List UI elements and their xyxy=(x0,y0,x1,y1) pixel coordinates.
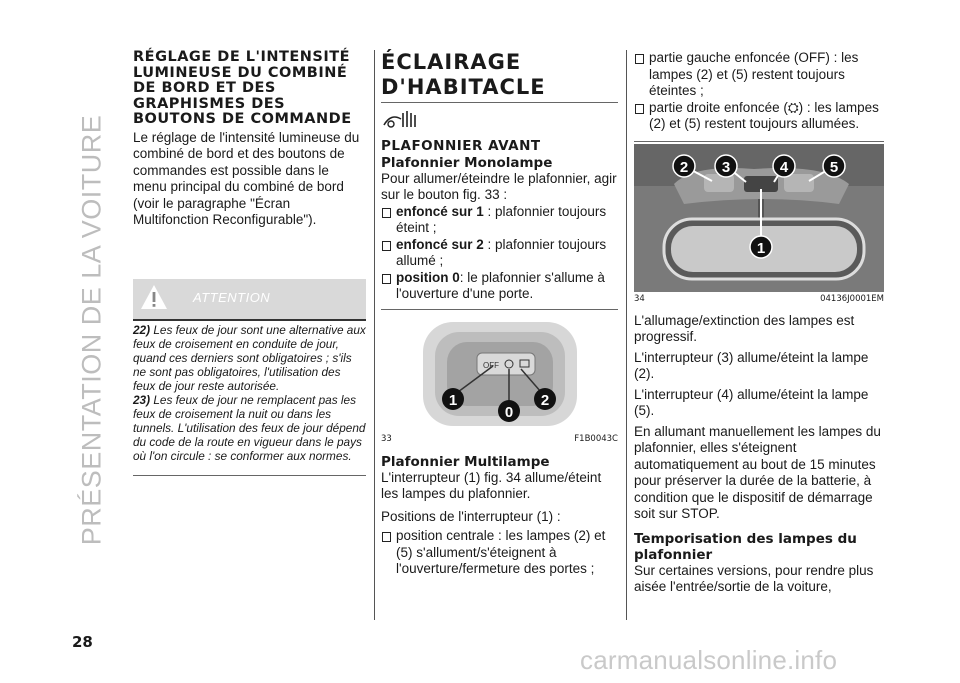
bullet-1-text: : plafonnier toujours éteint ; xyxy=(396,203,607,235)
single-lamp-subtitle: Plafonnier Monolampe xyxy=(381,154,553,171)
callout-5: 5 xyxy=(829,158,839,176)
switch-4-paragraph: L'interrupteur (4) allume/éteint la lampe (5). xyxy=(634,386,869,418)
interior-light-icon xyxy=(381,109,421,131)
bullet-box-icon xyxy=(635,54,644,64)
column-divider xyxy=(626,50,627,620)
off-label: OFF xyxy=(483,360,499,370)
delay-paragraph: Sur certaines versions, pour rendre plus aisée l'entrée/sortie de la voiture, xyxy=(634,562,874,594)
callout-1: 1 xyxy=(756,239,766,257)
switch-3-paragraph: L'interrupteur (3) allume/éteint la lampe (2). xyxy=(634,349,869,381)
warning-rule xyxy=(133,319,366,321)
note-23 xyxy=(133,393,366,463)
note-23-number: 23) xyxy=(133,393,151,407)
callout-2: 2 xyxy=(540,391,550,409)
progressive-paragraph: L'allumage/extinction des lampes est progressif. xyxy=(634,312,855,344)
bullet-2-bold: enfoncé sur 2 xyxy=(396,236,484,252)
warning-icon xyxy=(139,283,169,311)
figure-34-illustration xyxy=(634,144,884,292)
heading-rule xyxy=(381,102,618,103)
bullet-right-pressed xyxy=(634,100,884,133)
auto-off-paragraph: En allumant manuellement les lampes du plafonnier, elles s'éteignent automatiquement au bout de 15 minutes pour préserver la durée de la batterie, à condition que le dispositif de démarrage soit sur STOP. xyxy=(634,423,881,521)
section-heading-brightness: RÉGLAGE DE L'INTENSITÉ LUMINEUSE DU COMBINÉ DE BORD ET DES GRAPHISMES DES BOUTONS DE COMMANDE xyxy=(133,49,352,127)
bullet-position-2 xyxy=(381,237,618,270)
front-ceiling-title: PLAFONNIER AVANT xyxy=(381,138,541,154)
bullet-3-text: : le plafonnier s'allume à l'ouverture d'une porte. xyxy=(396,269,605,301)
side-title-text: PRÉSENTATION DE LA VOITURE xyxy=(76,114,107,546)
right-column xyxy=(634,50,884,596)
bullet-left-pressed xyxy=(634,50,884,100)
note-23-text: Les feux de jour ne remplacent pas les feux de croisement la nuit ou dans les tunnels. L'utilisation des feux de jour dépend du code de la route en vigueur dans le pays où l'on circule : se conformer aux normes. xyxy=(133,393,366,463)
bullet-central-text: position centrale : les lampes (2) et (5) s'allument/s'éteignent à l'ouverture/fermeture des portes ; xyxy=(396,528,606,576)
bullet-right-text: partie droite enfoncée (⛭) : les lampes (2) et (5) restent toujours allumées. xyxy=(649,99,879,131)
figure-34-number: 34 xyxy=(634,293,645,304)
multi-lamp-subtitle: Plafonnier Multilampe xyxy=(381,453,550,470)
note-22-text: Les feux de jour sont une alternative aux feux de croisement en conduite de jour, quand ces derniers sont obligatoires ; s'ils ne sont pas obligatoires, l'utilisation des feux de jour reste autorisée. xyxy=(133,323,366,393)
callout-0: 0 xyxy=(504,403,514,421)
callout-1: 1 xyxy=(448,391,458,409)
notes-end-rule xyxy=(133,475,366,476)
site-watermark: carmanualsonline.info xyxy=(580,645,838,675)
page-number: 28 xyxy=(72,633,93,651)
warning-title: ATTENTION xyxy=(193,290,271,305)
bullet-2-text: : plafonnier toujours allumé ; xyxy=(396,236,607,268)
bullet-box-icon xyxy=(382,532,391,542)
warning-banner xyxy=(133,279,366,319)
figure-33-number: 33 xyxy=(381,433,392,444)
figure-33-code: F1B0043C xyxy=(574,433,618,444)
left-column xyxy=(133,50,366,229)
bullet-position-1 xyxy=(381,204,618,237)
bullet-box-icon xyxy=(382,274,391,284)
bullet-box-icon xyxy=(635,104,644,114)
bullet-box-icon xyxy=(382,241,391,251)
warning-notes xyxy=(133,323,366,463)
multi-lamp-paragraph: L'interrupteur (1) fig. 34 allume/éteint les lampes du plafonnier. xyxy=(381,469,602,501)
figure-33-caption xyxy=(381,434,618,444)
figure-34-caption xyxy=(634,294,884,304)
main-heading-line1: ÉCLAIRAGE xyxy=(381,50,522,74)
figure-top-rule xyxy=(381,309,618,310)
figure-34-code: 04136J0001EM xyxy=(820,293,884,304)
figure-top-rule xyxy=(634,141,884,142)
bullet-1-bold: enfoncé sur 1 xyxy=(396,203,484,219)
bullet-left-text: partie gauche enfoncée (OFF) : les lampes (2) et (5) restent toujours éteintes ; xyxy=(649,50,859,98)
callout-2: 2 xyxy=(679,158,689,176)
brightness-paragraph: Le réglage de l'intensité lumineuse du combiné de bord et des boutons de commandes est possible dans le menu principal du combiné de bord (voir le paragraphe "Écran Multifonction Reconfigurable"). xyxy=(133,129,360,227)
note-22-number: 22) xyxy=(133,323,151,337)
callout-4: 4 xyxy=(779,158,789,176)
middle-column xyxy=(381,50,618,578)
main-heading-line2: D'HABITACLE xyxy=(381,75,546,99)
note-22 xyxy=(133,323,366,393)
bullet-central-position xyxy=(381,528,618,578)
single-lamp-intro: Pour allumer/éteindre le plafonnier, agir sur le bouton fig. 33 : xyxy=(381,170,617,202)
callout-3: 3 xyxy=(721,158,731,176)
bullet-box-icon xyxy=(382,208,391,218)
side-title xyxy=(72,30,112,630)
figure-33-illustration xyxy=(381,314,618,432)
bullet-3-bold: position 0 xyxy=(396,269,460,285)
delay-subtitle: Temporisation des lampes du plafonnier xyxy=(634,530,857,563)
bullet-position-0 xyxy=(381,270,618,303)
switch-positions-intro: Positions de l'interrupteur (1) : xyxy=(381,508,561,524)
column-divider xyxy=(374,50,375,620)
